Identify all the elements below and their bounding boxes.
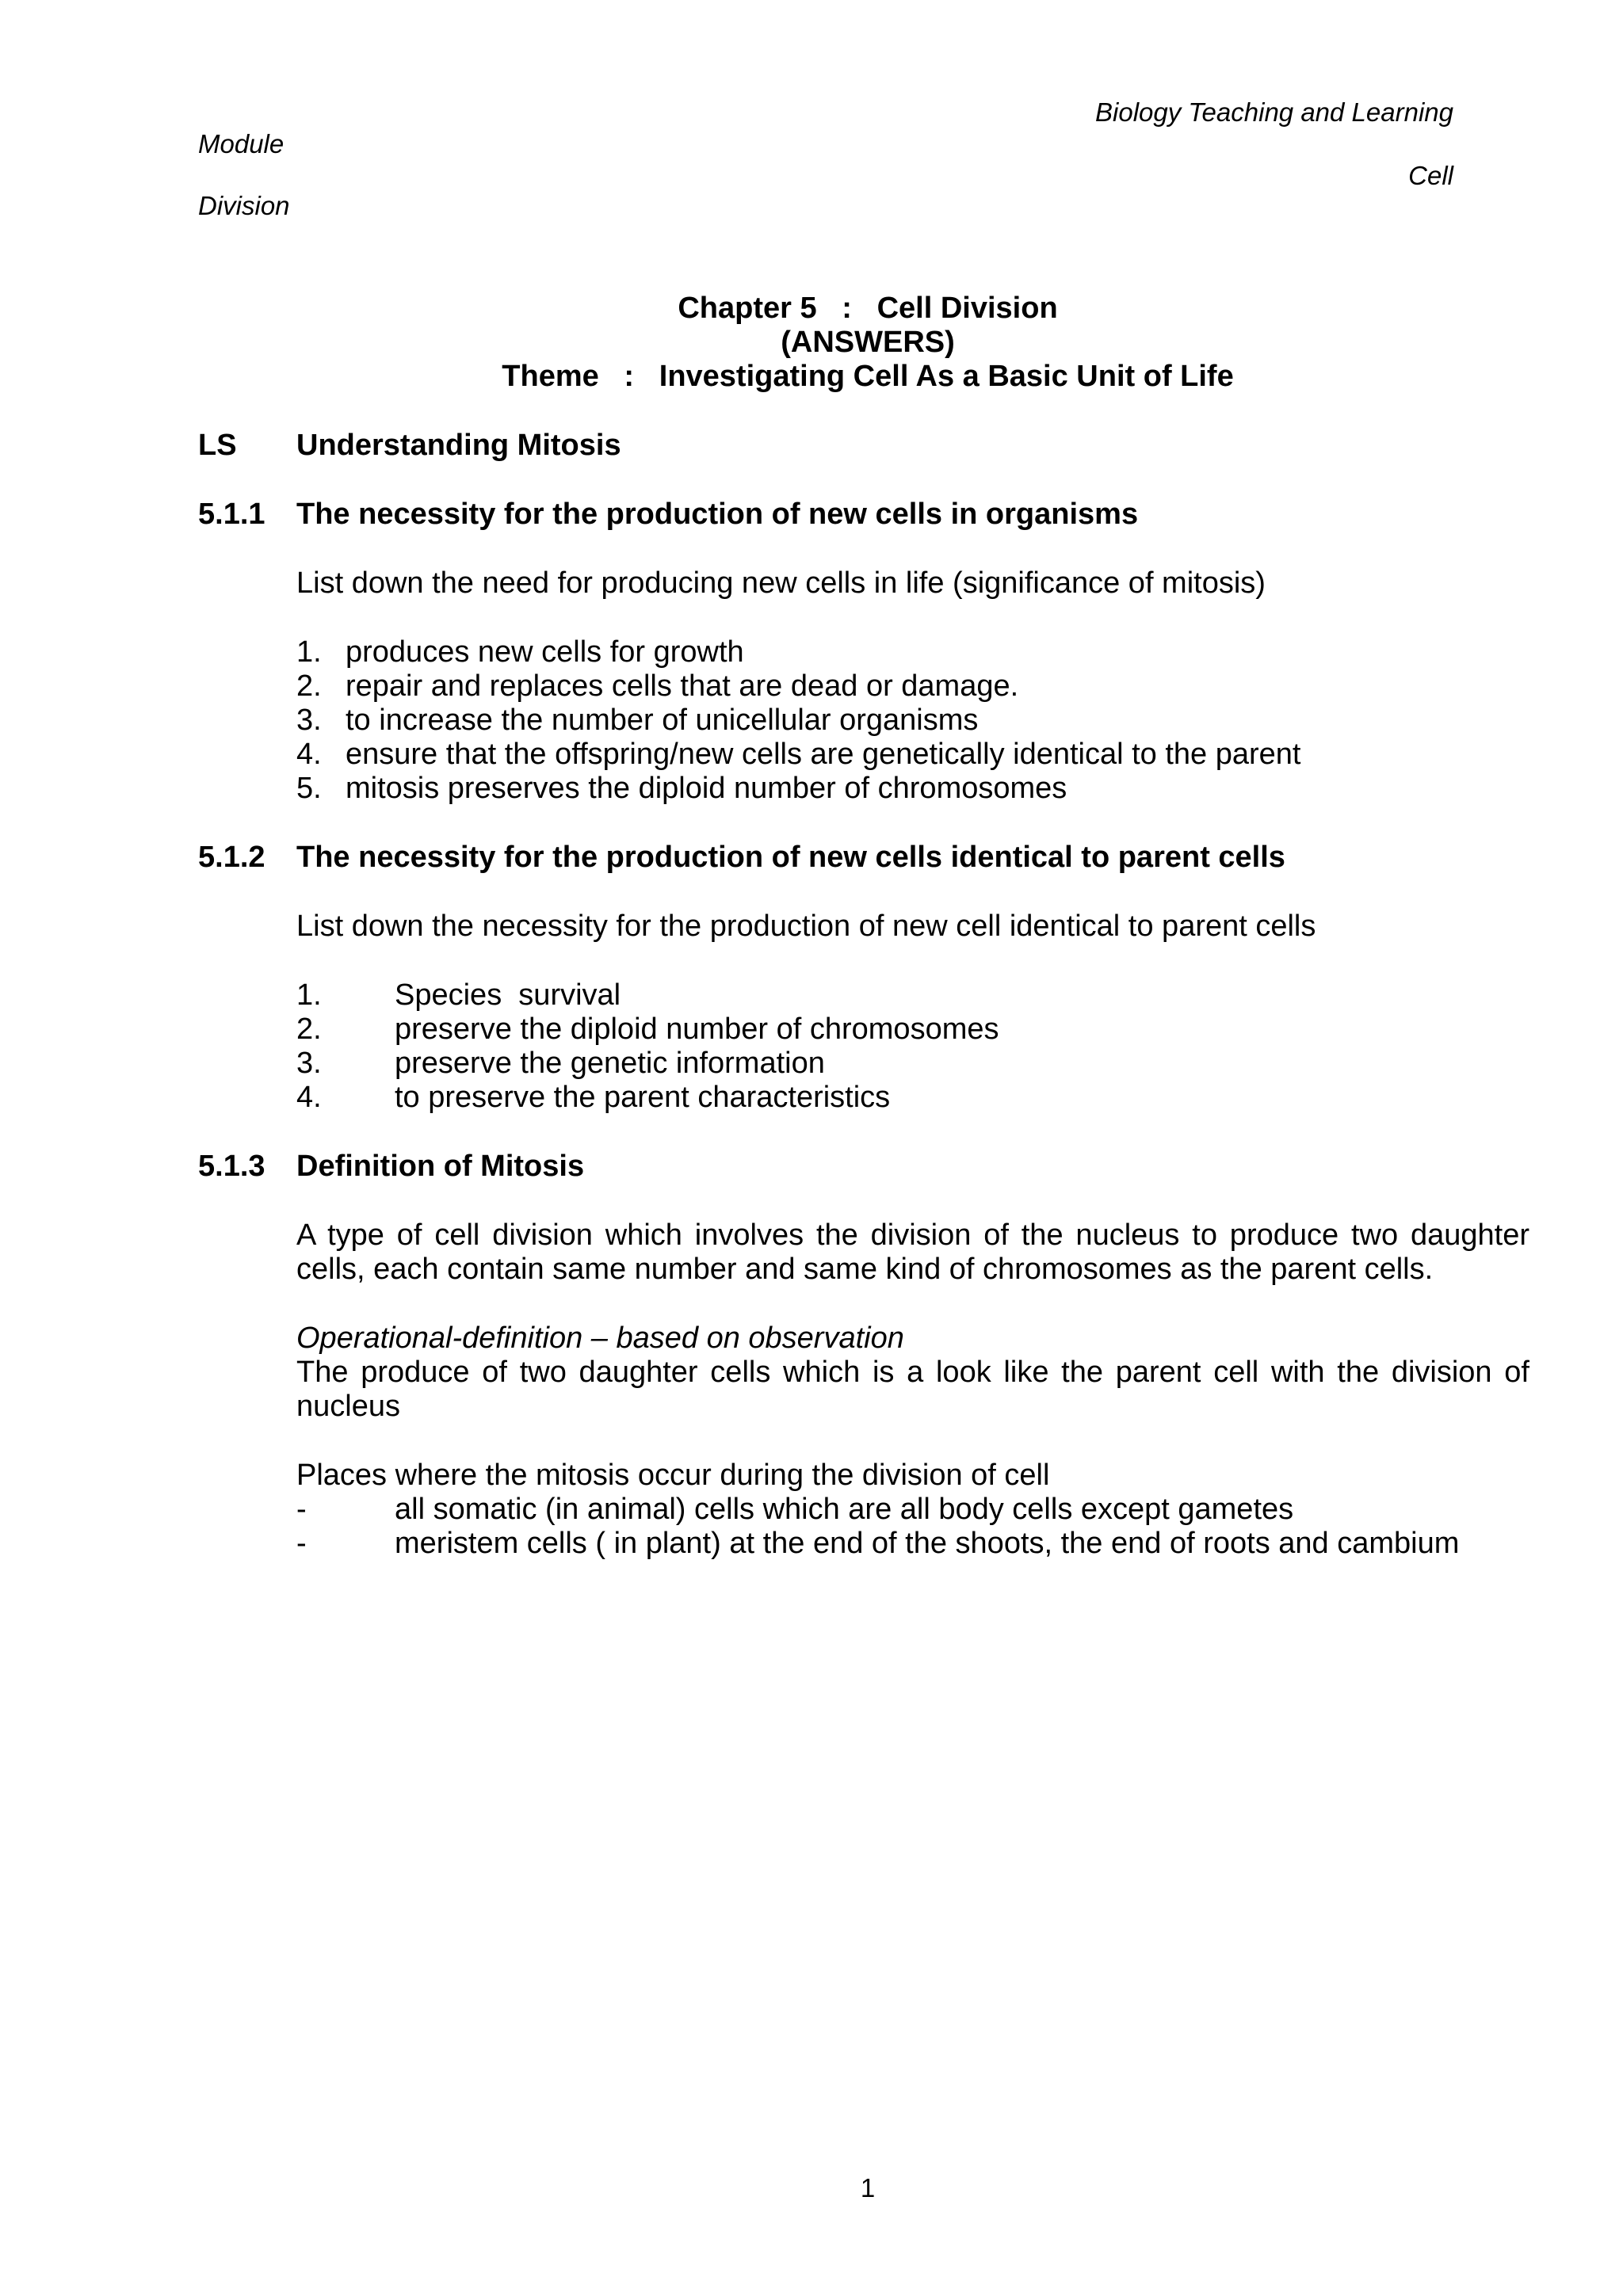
operational-definition-paragraph — [296, 1356, 1529, 1424]
list-item-number: 1. — [296, 635, 322, 669]
answers-label: (ANSWERS) — [781, 326, 955, 359]
list-item-text: preserve the diploid number of chromosomes — [395, 1013, 999, 1046]
operational-definition-label: Operational-definition – based on observation — [296, 1322, 904, 1355]
section-heading: Definition of Mitosis — [296, 1150, 585, 1183]
list-item-text: to increase the number of unicellular organisms — [346, 704, 979, 737]
operational-definition-text: The produce of two daughter cells which is a look like the parent cell with the division of nucleus — [296, 1356, 1529, 1423]
section-number: 5.1.2 — [198, 841, 265, 874]
list-item-text: preserve the genetic information — [395, 1047, 825, 1080]
list-item-text: all somatic (in animal) cells which are all body cells except gametes — [395, 1493, 1294, 1526]
list-item-number: 2. — [296, 1013, 322, 1046]
list-item-number: 1. — [296, 978, 322, 1012]
definition-text: A type of cell division which involves the division of the nucleus to produce two daughter cells, each contain same number and same kind of chromosomes as the parent cells. — [296, 1219, 1529, 1286]
header-module: Module — [198, 129, 285, 158]
header-title: Biology Teaching and Learning — [1095, 97, 1453, 127]
list-bullet: - — [296, 1493, 307, 1526]
section-number: 5.1.3 — [198, 1150, 265, 1183]
section-heading: The necessity for the production of new cells in organisms — [296, 498, 1139, 531]
list-item-text: ensure that the offspring/new cells are genetically identical to the parent — [346, 738, 1301, 771]
list-item-number: 3. — [296, 1047, 322, 1080]
list-item-text: Species survival — [395, 978, 621, 1012]
section-prompt: List down the need for producing new cells in life (significance of mitosis) — [296, 566, 1266, 600]
header-division: Division — [198, 191, 290, 220]
ls-label: LS — [198, 429, 237, 462]
definition-paragraph — [296, 1219, 1529, 1287]
list-item-text: produces new cells for growth — [346, 635, 744, 669]
ls-title: Understanding Mitosis — [296, 429, 621, 462]
header-cell: Cell — [1408, 161, 1453, 190]
list-item-text: mitosis preserves the diploid number of chromosomes — [346, 772, 1067, 805]
list-item-number: 4. — [296, 738, 322, 771]
list-item-text: meristem cells ( in plant) at the end of the shoots, the end of roots and cambium — [395, 1527, 1460, 1560]
list-item-text: to preserve the parent characteristics — [395, 1081, 891, 1114]
list-item-number: 3. — [296, 704, 322, 737]
section-prompt: List down the necessity for the production of new cell identical to parent cells — [296, 910, 1316, 943]
list-item-number: 2. — [296, 669, 322, 703]
list-item-number: 4. — [296, 1081, 322, 1114]
section-number: 5.1.1 — [198, 498, 265, 531]
theme-title: Theme : Investigating Cell As a Basic Unit of Life — [502, 360, 1234, 393]
chapter-title: Chapter 5 : Cell Division — [678, 292, 1058, 325]
list-item-number: 5. — [296, 772, 322, 805]
places-heading: Places where the mitosis occur during the division of cell — [296, 1459, 1050, 1492]
list-item-text: repair and replaces cells that are dead or damage. — [346, 669, 1019, 703]
list-bullet: - — [296, 1527, 307, 1560]
section-heading: The necessity for the production of new cells identical to parent cells — [296, 841, 1285, 874]
page-number: 1 — [860, 2173, 876, 2203]
